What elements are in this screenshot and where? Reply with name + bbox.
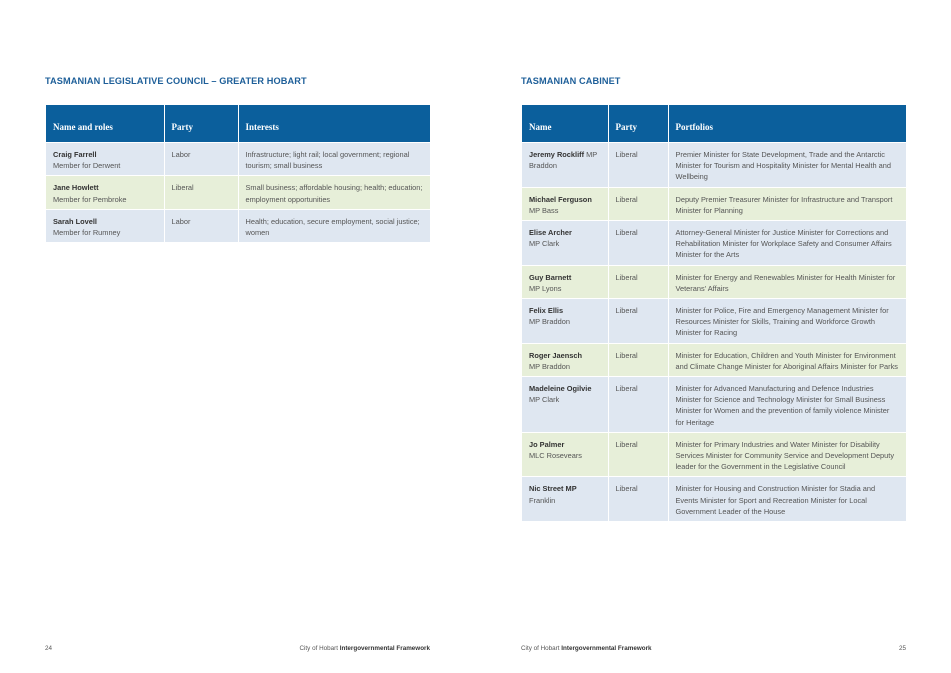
portfolios-cell: Minister for Energy and Renewables Minister for Health Minister for Veterans' Affairs (668, 265, 906, 298)
portfolios-cell: Deputy Premier Treasurer Minister for Infrastructure and Transport Minister for Planning (668, 187, 906, 220)
member-cell (46, 176, 164, 209)
table-row (46, 143, 430, 176)
minister-cell (522, 265, 608, 298)
cabinet-title: TASMANIAN CABINET (521, 76, 621, 86)
party-cell: Liberal (608, 221, 668, 266)
page-number: 24 (45, 645, 53, 652)
minister-name: Michael Ferguson (529, 194, 592, 204)
portfolios-cell: Minister for Advanced Manufacturing and Defence Industries Minister for Science and Technology Minister for Small Business Minister for Women and the prevention of family violence Minister for Heritage (668, 377, 906, 433)
table-row (46, 209, 430, 242)
party-cell: Liberal (608, 143, 668, 188)
table-row (522, 432, 906, 477)
member-name: Craig Farrell (53, 150, 97, 159)
minister-name: Nic Street MP (529, 484, 577, 494)
column-header-party: Party (164, 105, 238, 143)
table-row (522, 221, 906, 266)
table-row (522, 343, 906, 376)
minister-electorate: MP Bass (529, 205, 559, 215)
member-cell (46, 143, 164, 176)
party-cell: Labor (164, 143, 238, 176)
portfolios-cell: Minister for Police, Fire and Emergency Management Minister for Resources Minister for Skills, Training and Workforce Growth Minister for Racing (668, 299, 906, 344)
minister-cell (522, 343, 608, 376)
member-role: Member for Rumney (53, 228, 121, 238)
minister-cell (522, 477, 608, 521)
minister-name: Jo Palmer (529, 439, 565, 449)
column-header-name: Name and roles (46, 105, 164, 143)
minister-electorate: MP Braddon (529, 361, 570, 371)
interests-cell: Infrastructure; light rail; local government; regional tourism; small business (238, 143, 430, 176)
member-cell (46, 209, 164, 242)
footer-bold: Intergovernmental Framework (561, 645, 652, 652)
column-header-name: Name (522, 105, 608, 143)
portfolios-cell: Premier Minister for State Development, Trade and the Antarctic Minister for Tourism and Hospitality Minister for Mental Health and Wellbeing (668, 143, 906, 188)
party-cell: Liberal (608, 377, 668, 433)
party-cell: Liberal (608, 299, 668, 344)
minister-cell (522, 432, 608, 477)
column-header-portfolios: Portfolios (668, 105, 906, 143)
minister-electorate: MP Clark (529, 239, 560, 249)
footer-bold: Intergovernmental Framework (339, 645, 430, 652)
minister-cell (522, 299, 608, 344)
minister-cell (522, 221, 608, 266)
party-cell: Liberal (608, 265, 668, 298)
minister-cell (522, 143, 608, 188)
member-role: Member for Pembroke (53, 194, 127, 204)
minister-cell (522, 187, 608, 220)
minister-electorate: MP Braddon (529, 317, 570, 327)
table-header-row (46, 105, 430, 143)
table-row (522, 187, 906, 220)
table-row (522, 299, 906, 344)
footer-prefix: City of Hobart (521, 645, 560, 652)
interests-cell: Health; education, secure employment, social justice; women (238, 209, 430, 242)
party-cell: Liberal (608, 432, 668, 477)
party-cell: Liberal (164, 176, 238, 209)
minister-name-suffix: MP (584, 150, 598, 159)
party-cell: Labor (164, 209, 238, 242)
minister-electorate: Franklin (529, 495, 556, 505)
party-cell: Liberal (608, 187, 668, 220)
member-name: Jane Howlett (53, 183, 99, 193)
interests-cell: Small business; affordable housing; health; education; employment opportunities (238, 176, 430, 209)
minister-name: Elise Archer (529, 228, 572, 238)
column-header-party: Party (608, 105, 668, 143)
legislative-council-title: TASMANIAN LEGISLATIVE COUNCIL – GREATER HOBART (45, 76, 307, 86)
minister-electorate: MLC Rosevears (529, 451, 582, 461)
minister-cell (522, 377, 608, 433)
party-cell: Liberal (608, 343, 668, 376)
portfolios-cell: Minister for Housing and Construction Minister for Stadia and Events Minister for Sport and Recreation Minister for Local Government Leader of the House (668, 477, 906, 521)
minister-name: Guy Barnett (529, 272, 572, 282)
minister-name: Madeleine Ogilvie (529, 384, 592, 394)
party-cell: Liberal (608, 477, 668, 521)
portfolios-cell: Minister for Education, Children and Youth Minister for Environment and Climate Change Minister for Aboriginal Affairs Minister for Parks (668, 343, 906, 376)
table-row (522, 265, 906, 298)
portfolios-cell: Attorney-General Minister for Justice Minister for Corrections and Rehabilitation Minister for Workplace Safety and Consumer Affairs Minister for the Arts (668, 221, 906, 266)
footer-text (299, 645, 430, 652)
minister-electorate: MP Clark (529, 395, 560, 405)
minister-name: Felix Ellis (529, 306, 564, 316)
table-header-row (522, 105, 906, 143)
table-row (522, 477, 906, 521)
portfolios-cell: Minister for Primary Industries and Water Minister for Disability Services Minister for Community Service and Development Deputy leader for the Government in the Legislative Council (668, 432, 906, 477)
member-name: Sarah Lovell (53, 216, 97, 226)
minister-name: Roger Jaensch (529, 350, 582, 360)
cabinet-table (522, 105, 906, 521)
footer-text (521, 645, 652, 652)
member-role: Member for Derwent (53, 161, 121, 171)
minister-name: Jeremy Rockliff (529, 150, 585, 159)
page-number: 25 (898, 645, 906, 652)
footer-prefix: City of Hobart (299, 645, 338, 652)
table-row (522, 143, 906, 188)
minister-electorate: MP Lyons (529, 283, 562, 293)
minister-electorate: Braddon (529, 161, 557, 171)
right-page (476, 0, 951, 673)
column-header-interests: Interests (238, 105, 430, 143)
legislative-council-table (46, 105, 430, 242)
table-row (522, 377, 906, 433)
table-row (46, 176, 430, 209)
